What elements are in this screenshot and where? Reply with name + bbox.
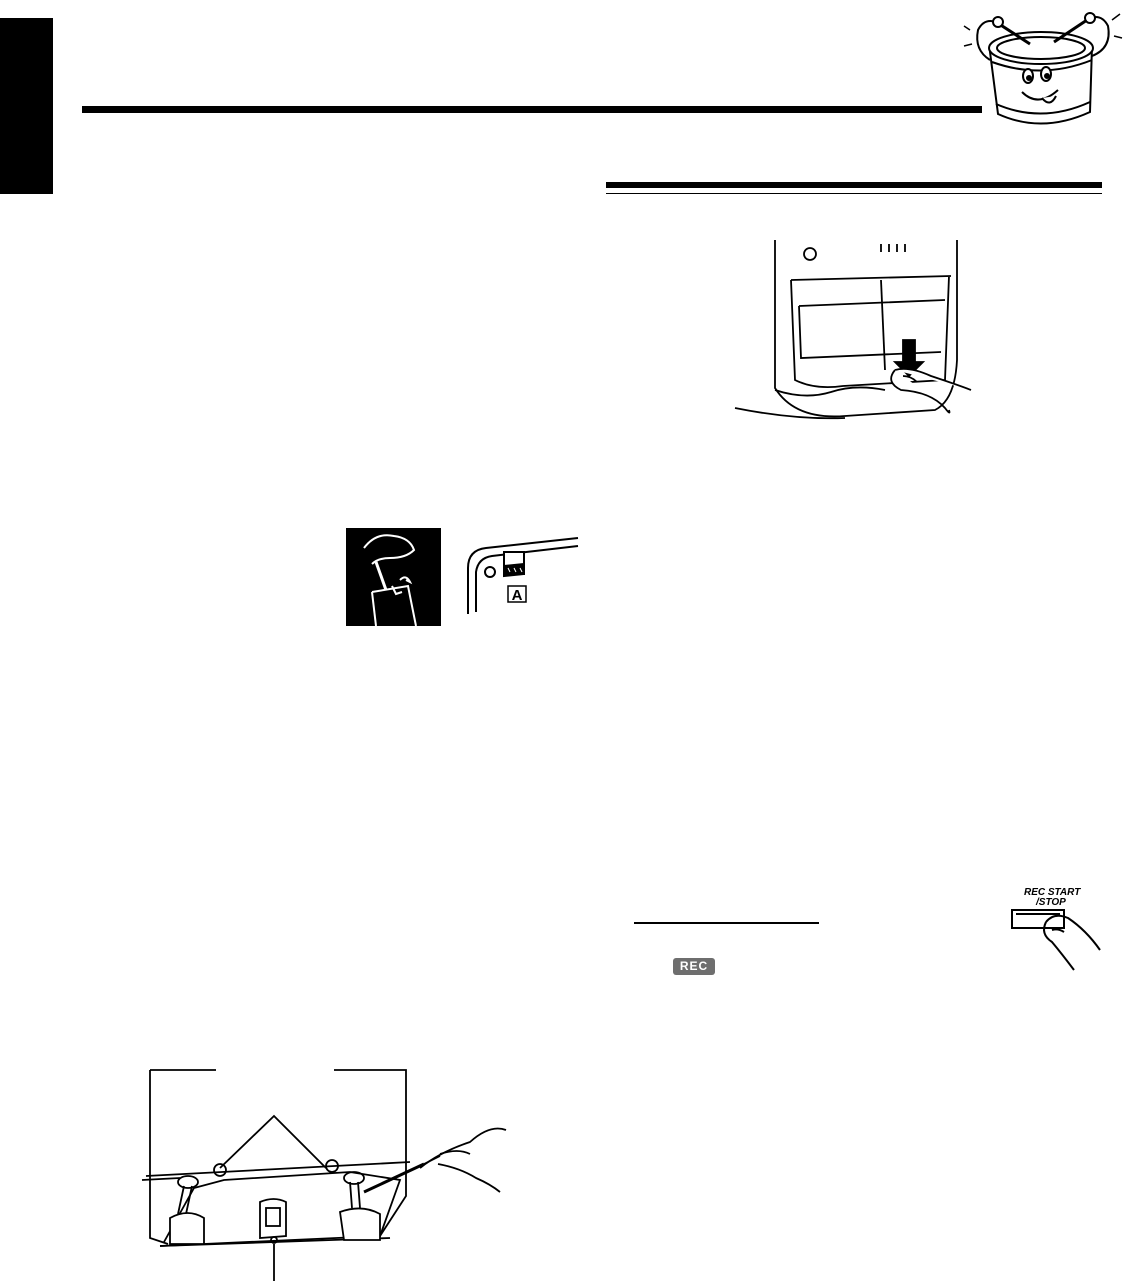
underline-rule: [634, 922, 819, 924]
cassette-side-label: A: [511, 587, 523, 604]
rec-stop-label: /STOP: [1036, 897, 1066, 908]
drum-mascot-illustration: [962, 0, 1122, 135]
section-rule-thick: [606, 182, 1102, 188]
rec-start-stop-button: [1010, 908, 1105, 978]
header-rule: [82, 106, 982, 113]
side-tab: [0, 18, 53, 194]
cassette-deck-eject-illustration: [735, 240, 975, 430]
section-rule-thin: [606, 193, 1102, 194]
screw-removal-illustration: [140, 1068, 520, 1281]
tab-break-illustration: [346, 528, 441, 626]
rec-start-label: REC START: [1024, 887, 1081, 898]
cassette-side-a-illustration: [466, 528, 578, 616]
rec-indicator: REC: [673, 958, 715, 975]
